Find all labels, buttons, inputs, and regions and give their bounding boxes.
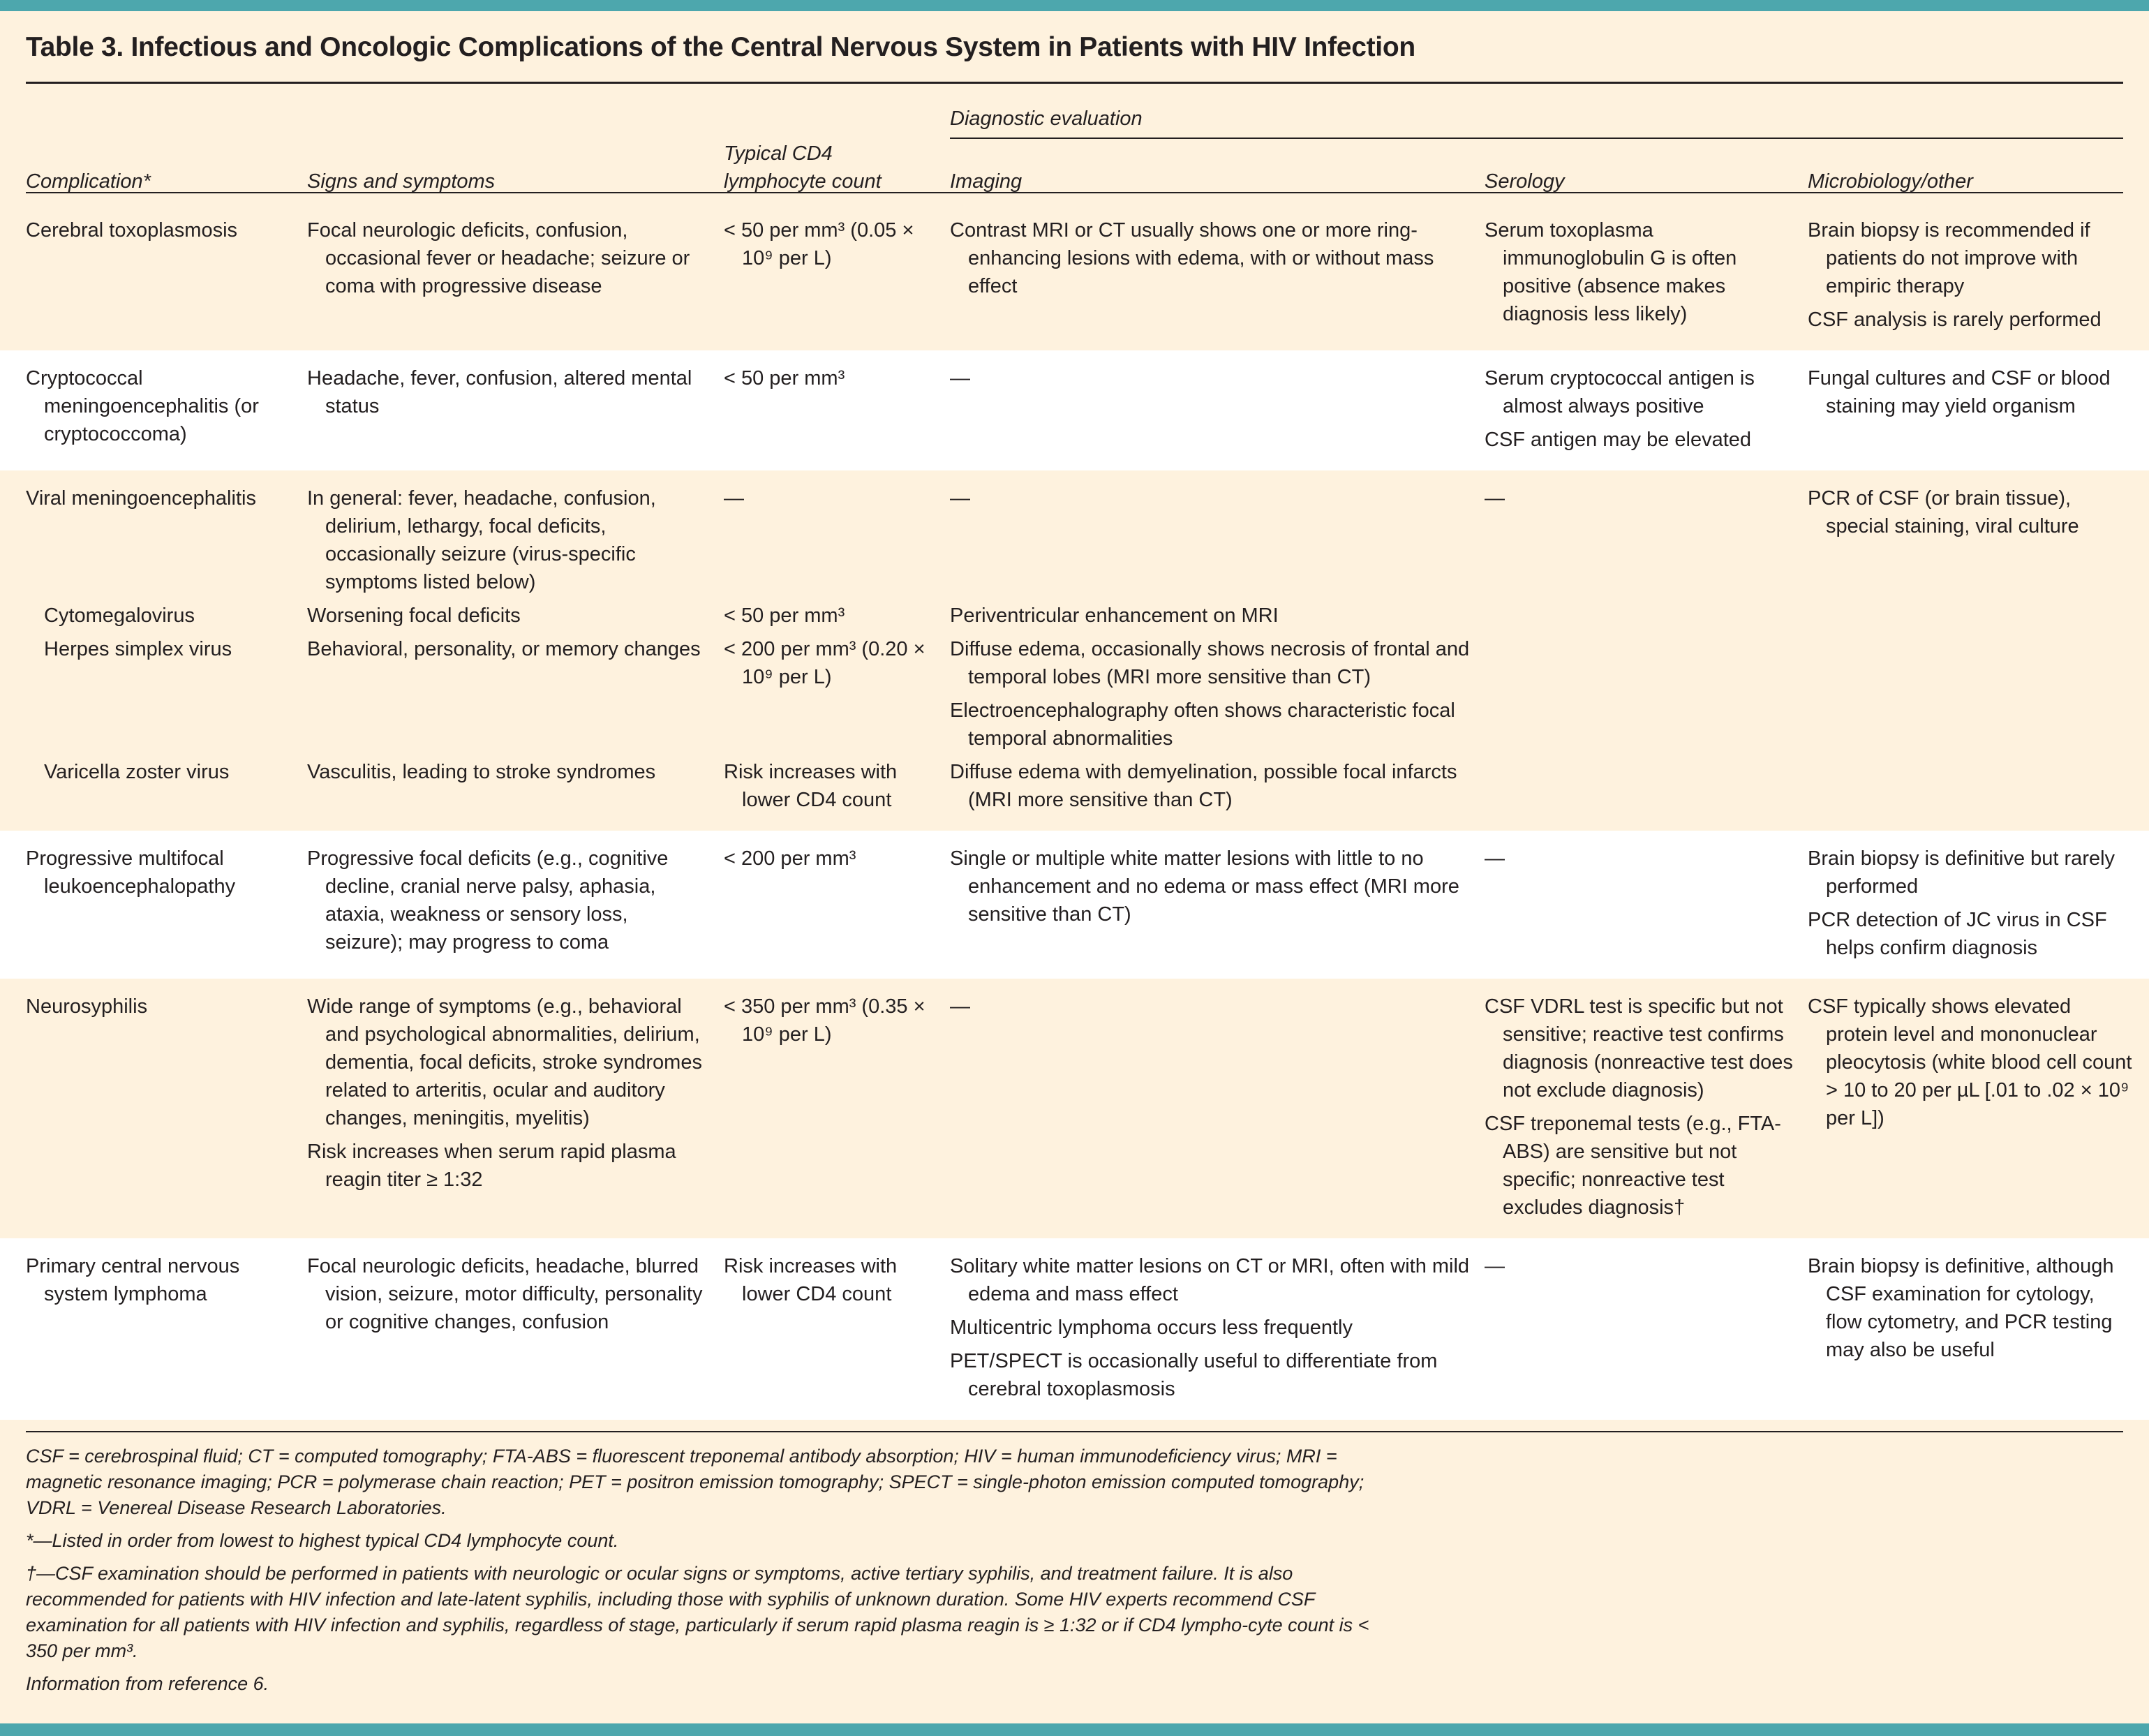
cell-text: Neurosyphilis	[26, 995, 148, 1018]
cell-text: Serum cryptococcal antigen is almost always positive	[1485, 367, 1755, 417]
cell-signs	[307, 1238, 724, 1420]
cell-microbiology	[1808, 831, 2149, 979]
cell-text: < 50 per mm³ (0.05 × 10⁹ per L)	[724, 219, 914, 269]
cell-text: < 200 per mm³ (0.20 × 10⁹ per L)	[724, 638, 925, 688]
bottom-accent-bar	[0, 1723, 2149, 1736]
cell-cd4-count	[724, 635, 950, 758]
header-microbiology: Microbiology/other	[1808, 170, 1973, 193]
cell-text: Vasculitis, leading to stroke syndromes	[307, 761, 656, 783]
cell-microbiology	[1808, 1238, 2149, 1420]
table-row	[0, 831, 2149, 979]
cell-text: Cytomegalovirus	[44, 604, 195, 627]
cell-text: Solitary white matter lesions on CT or MRI, often with mild edema and mass effect	[950, 1255, 1470, 1305]
cell-imaging	[950, 831, 1485, 979]
cell-text: Brain biopsy is recommended if patients do not improve with empiric therapy	[1808, 219, 2090, 297]
cell-microbiology	[1808, 635, 2149, 758]
table-row	[0, 758, 2149, 831]
footnote: *—Listed in order from lowest to highest typical CD4 lymphocyte count.	[26, 1530, 619, 1551]
cell-text: < 200 per mm³	[724, 847, 856, 870]
cell-text: —	[950, 487, 970, 510]
cell-text: —	[1485, 847, 1505, 870]
table-row	[0, 470, 2149, 602]
cell-text: < 350 per mm³ (0.35 × 10⁹ per L)	[724, 995, 925, 1046]
header-serology: Serology	[1485, 170, 1565, 193]
cell-signs	[307, 602, 724, 635]
cell-text: Risk increases with lower CD4 count	[724, 1255, 898, 1305]
table-row	[0, 635, 2149, 758]
cell-text: Diffuse edema with demyelination, possible focal infarcts (MRI more sensitive than CT)	[950, 761, 1457, 811]
cell-text: Brain biopsy is definitive, although CSF examination for cytology, flow cytometry, and PCR testing may also be useful	[1808, 1255, 2114, 1361]
cell-serology	[1485, 350, 1808, 470]
cell-text: Diffuse edema, occasionally shows necrosis of frontal and temporal lobes (MRI more sensitive than CT)	[950, 638, 1470, 688]
cell-text: Multicentric lymphoma occurs less frequently	[950, 1316, 1353, 1339]
cell-serology	[1485, 202, 1808, 350]
cell-text: —	[950, 995, 970, 1018]
footnote: †—CSF examination should be performed in patients with neurologic or ocular signs or symptoms, active tertiary syphilis, and treatment failure. It is also recommended for patients with HIV infection and late-latent syphilis, including those with syphilis of unknown duration. Some HIV experts recommend CSF examination for all patients with HIV infection and syphilis, regardless of stage, particularly if serum rapid plasma reagin is ≥ 1:32 or if CD4 lympho-cyte count is < 350 per mm³.	[26, 1563, 1369, 1661]
cell-cd4-count	[724, 602, 950, 635]
table-body	[0, 202, 2149, 1420]
cell-text: Primary central nervous system lymphoma	[26, 1255, 240, 1305]
cell-text: Cerebral toxoplasmosis	[26, 219, 238, 242]
cell-cd4-count	[724, 202, 950, 350]
cell-signs	[307, 470, 724, 602]
header-imaging: Imaging	[950, 170, 1023, 193]
cell-text: Worsening focal deficits	[307, 604, 521, 627]
cell-text: Focal neurologic deficits, confusion, occasional fever or headache; seizure or coma with progressive disease	[307, 219, 690, 297]
cell-text: Single or multiple white matter lesions with little to no enhancement and no edema or mass effect (MRI more sensitive than CT)	[950, 847, 1459, 926]
table-row	[0, 202, 2149, 350]
cell-imaging	[950, 1238, 1485, 1420]
cell-text: Fungal cultures and CSF or blood staining may yield organism	[1808, 367, 2111, 417]
cell-cd4-count	[724, 1238, 950, 1420]
table-row	[0, 350, 2149, 470]
cell-complication	[0, 470, 307, 602]
header-complication: Complication*	[26, 170, 151, 193]
cell-microbiology	[1808, 350, 2149, 470]
cell-serology	[1485, 979, 1808, 1238]
cell-cd4-count	[724, 470, 950, 602]
table-row	[0, 1238, 2149, 1420]
cell-serology	[1485, 470, 1808, 602]
cell-text: —	[724, 487, 744, 510]
cell-text: Electroencephalography often shows characteristic focal temporal abnormalities	[950, 699, 1455, 750]
cell-signs	[307, 979, 724, 1238]
cell-text: Viral meningoencephalitis	[26, 487, 256, 510]
cell-text: Behavioral, personality, or memory changes	[307, 638, 701, 660]
cell-serology	[1485, 602, 1808, 635]
cell-text: Risk increases when serum rapid plasma reagin titer ≥ 1:32	[307, 1141, 676, 1191]
cell-imaging	[950, 602, 1485, 635]
cell-text: Varicella zoster virus	[44, 761, 230, 783]
cell-serology	[1485, 1238, 1808, 1420]
header-cd4-line2: lymphocyte count	[724, 170, 882, 193]
cell-text: CSF VDRL test is specific but not sensitive; reactive test confirms diagnosis (nonreactive test does not exclude diagnosis)	[1485, 995, 1793, 1101]
cell-complication	[0, 831, 307, 979]
cell-text: Headache, fever, confusion, altered mental status	[307, 367, 692, 417]
cell-imaging	[950, 202, 1485, 350]
header-cd4	[724, 140, 950, 202]
cell-serology	[1485, 635, 1808, 758]
cell-imaging	[950, 635, 1485, 758]
cell-text: CSF typically shows elevated protein level and mononuclear pleocytosis (white blood cell count > 10 to 20 per µL [.01 to .02 × 10⁹ per L])	[1808, 995, 2132, 1129]
footnote: Information from reference 6.	[26, 1673, 269, 1694]
cell-text: < 50 per mm³	[724, 604, 845, 627]
cell-complication	[0, 1238, 307, 1420]
cell-microbiology	[1808, 979, 2149, 1238]
cell-microbiology	[1808, 470, 2149, 602]
cell-text: PET/SPECT is occasionally useful to differentiate from cerebral toxoplasmosis	[950, 1350, 1438, 1400]
cell-imaging	[950, 470, 1485, 602]
cell-cd4-count	[724, 758, 950, 831]
footnotes	[26, 1444, 2127, 1704]
cell-imaging	[950, 979, 1485, 1238]
cell-text: Focal neurologic deficits, headache, blurred vision, seizure, motor difficulty, personality or cognitive changes, confusion	[307, 1255, 703, 1333]
cell-complication	[0, 758, 307, 831]
cell-imaging	[950, 758, 1485, 831]
cell-cd4-count	[724, 979, 950, 1238]
cell-text: Contrast MRI or CT usually shows one or more ring-enhancing lesions with edema, with or without mass effect	[950, 219, 1434, 297]
cell-serology	[1485, 758, 1808, 831]
cell-text: CSF antigen may be elevated	[1485, 429, 1752, 451]
cell-text: CSF treponemal tests (e.g., FTA-ABS) are sensitive but not specific; nonreactive test excludes diagnosis†	[1485, 1113, 1781, 1219]
cell-complication	[0, 350, 307, 470]
cell-microbiology	[1808, 602, 2149, 635]
title-rule	[26, 82, 2123, 84]
cell-signs	[307, 758, 724, 831]
cell-text: —	[1485, 1255, 1505, 1277]
table-row	[0, 602, 2149, 635]
cell-complication	[0, 602, 307, 635]
cell-imaging	[950, 350, 1485, 470]
cell-text: CSF analysis is rarely performed	[1808, 309, 2102, 331]
cell-signs	[307, 202, 724, 350]
cell-signs	[307, 635, 724, 758]
top-accent-bar	[0, 0, 2149, 11]
cell-text: PCR of CSF (or brain tissue), special staining, viral culture	[1808, 487, 2079, 537]
cell-text: Brain biopsy is definitive but rarely performed	[1808, 847, 2115, 898]
cell-complication	[0, 202, 307, 350]
header-cd4-line1: Typical CD4	[724, 142, 833, 165]
cell-signs	[307, 831, 724, 979]
cell-text: —	[1485, 487, 1505, 510]
complications-table	[0, 98, 2149, 1420]
cell-text: In general: fever, headache, confusion, delirium, lethargy, focal deficits, occasionally seizure (virus-specific symptoms listed below)	[307, 487, 656, 593]
cell-text: Wide range of symptoms (e.g., behavioral and psychological abnormalities, delirium, dementia, focal deficits, stroke syndromes related to arteritis, ocular and auditory changes, meningitis, myelitis)	[307, 995, 702, 1129]
cell-complication	[0, 635, 307, 758]
header-signs: Signs and symptoms	[307, 170, 496, 193]
cell-text: —	[950, 367, 970, 390]
cell-text: < 50 per mm³	[724, 367, 845, 390]
cell-text: Serum toxoplasma immunoglobulin G is often positive (absence makes diagnosis less likely)	[1485, 219, 1737, 325]
cell-cd4-count	[724, 831, 950, 979]
cell-text: Progressive focal deficits (e.g., cognitive decline, cranial nerve palsy, aphasia, ataxia, weakness or sensory loss, seizure); may progress to coma	[307, 847, 669, 954]
table-row	[0, 979, 2149, 1238]
cell-complication	[0, 979, 307, 1238]
header-diagnostic-evaluation: Diagnostic evaluation	[950, 107, 1143, 130]
footnote-rule	[26, 1431, 2123, 1432]
cell-text: PCR detection of JC virus in CSF helps confirm diagnosis	[1808, 909, 2107, 959]
cell-text: Progressive multifocal leukoencephalopathy	[26, 847, 236, 898]
cell-microbiology	[1808, 202, 2149, 350]
cell-text: Periventricular enhancement on MRI	[950, 604, 1279, 627]
cell-serology	[1485, 831, 1808, 979]
cell-text: Cryptococcal meningoencephalitis (or cryptococcoma)	[26, 367, 259, 445]
cell-text: Herpes simplex virus	[44, 638, 232, 660]
cell-microbiology	[1808, 758, 2149, 831]
footnote: CSF = cerebrospinal fluid; CT = computed tomography; FTA-ABS = fluorescent treponemal antibody absorption; HIV = human immunodeficiency virus; MRI = magnetic resonance imaging; PCR = polymerase chain reaction; PET = positron emission tomography; SPECT = single-photon emission computed tomography; VDRL = Venereal Disease Research Laboratories.	[26, 1446, 1364, 1518]
cell-text: Risk increases with lower CD4 count	[724, 761, 898, 811]
table-title: Table 3. Infectious and Oncologic Complications of the Central Nervous System in Patients with HIV Infection	[26, 32, 1415, 62]
cell-cd4-count	[724, 350, 950, 470]
cell-signs	[307, 350, 724, 470]
